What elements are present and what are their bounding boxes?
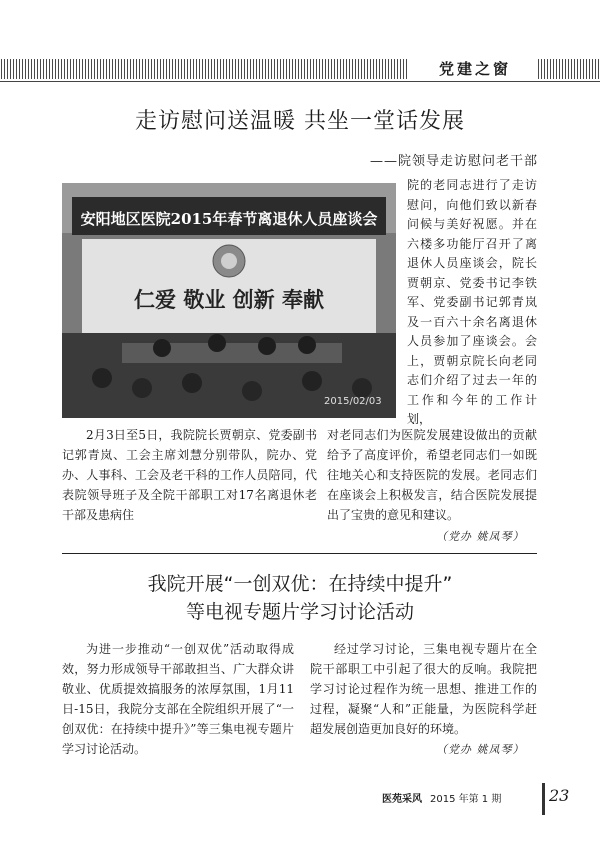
- header-rule: [0, 81, 600, 82]
- person-head-icon: [182, 373, 202, 393]
- person-head-icon: [258, 337, 276, 355]
- photo-banner-text: 安阳地区医院2015年春节离退休人员座谈会: [80, 210, 378, 228]
- person-head-icon: [208, 334, 226, 352]
- article1-body-right: 对老同志们为医院发展建设做出的贡献给予了高度评价，希望老同志们一如既往地关心和支持医院的发展。老同志们在座谈会上积极发言，结合医院发展提出了宝贵的意见和建议。: [327, 428, 537, 522]
- article2-right-column: 经过学习讨论，三集电视专题片在全院干部职工中引起了很大的反响。我院把学习讨论过程作为统一思想、推进工作的过程，凝聚“人和”正能量，为医院科学赶超发展创造更加良好的环境。: [310, 642, 537, 736]
- article2-title-line2: 等电视专题片学习讨论活动: [185, 601, 414, 623]
- article1-bottom-block: [62, 425, 537, 525]
- issue-label: 2015 年第 1 期: [430, 794, 502, 805]
- article1-signature: （党办 姚凤琴）: [436, 530, 525, 543]
- photo-motto-text: 仁爱 敬业 创新 奉献: [134, 288, 324, 312]
- person-head-icon: [242, 381, 262, 401]
- article2-signature: （党办 姚凤琴）: [436, 743, 525, 756]
- person-head-icon: [352, 378, 372, 398]
- person-head-icon: [92, 368, 112, 388]
- person-head-icon: [153, 339, 171, 357]
- article1-right-column: 院的老同志进行了走访慰问，向他们致以新春问候与美好祝愿。并在六楼多功能厅召开了离退休人员座谈会，院长贾朝京、党委书记李铁军、党委副书记郭青岚及一百六十余名离退休人员参加了座谈会。会上，贾朝京院长向老同志们介绍了过去一年的工作和今年的工作计划，: [407, 178, 537, 426]
- hospital-logo-inner: [221, 253, 237, 269]
- article2-left-column: 为进一步推动“一创双优”活动取得成效，努力形成领导干部敢担当、广大群众讲敬业、优质提效搞服务的浓厚氛围，1月11日-15日，我院分支部在全院组织开展了“一创双优：在持续中提升》”等三集电视专题片学习讨论活动。: [62, 642, 294, 756]
- photo-date-stamp: 2015/02/03: [324, 396, 382, 407]
- person-head-icon: [298, 336, 316, 354]
- article1-subtitle: ——院领导走访慰问老干部: [369, 154, 538, 169]
- person-head-icon: [132, 378, 152, 398]
- article1-body-left: 2月3日至5日，我院院长贾朝京、党委副书记郭青岚、工会主席刘慧分别带队，院办、党办、人事科、工会及老干科的工作人员陪同，代表院领导班子及全院干部职工对17名离退休老干部及患病住: [62, 428, 317, 522]
- footer-bar: [542, 783, 545, 815]
- article-divider: [62, 553, 537, 554]
- magazine-name: 医苑采风: [382, 794, 422, 805]
- article2-title-line1: 我院开展“一创双优：在持续中提升”: [147, 573, 453, 595]
- section-title: 党建之窗: [438, 60, 511, 78]
- footer-issue-line: [382, 790, 501, 805]
- page-number: 23: [549, 786, 570, 805]
- article1-title: 走访慰问送温暖 共坐一堂话发展: [135, 109, 465, 134]
- meeting-photo: [62, 183, 396, 418]
- person-head-icon: [302, 371, 322, 391]
